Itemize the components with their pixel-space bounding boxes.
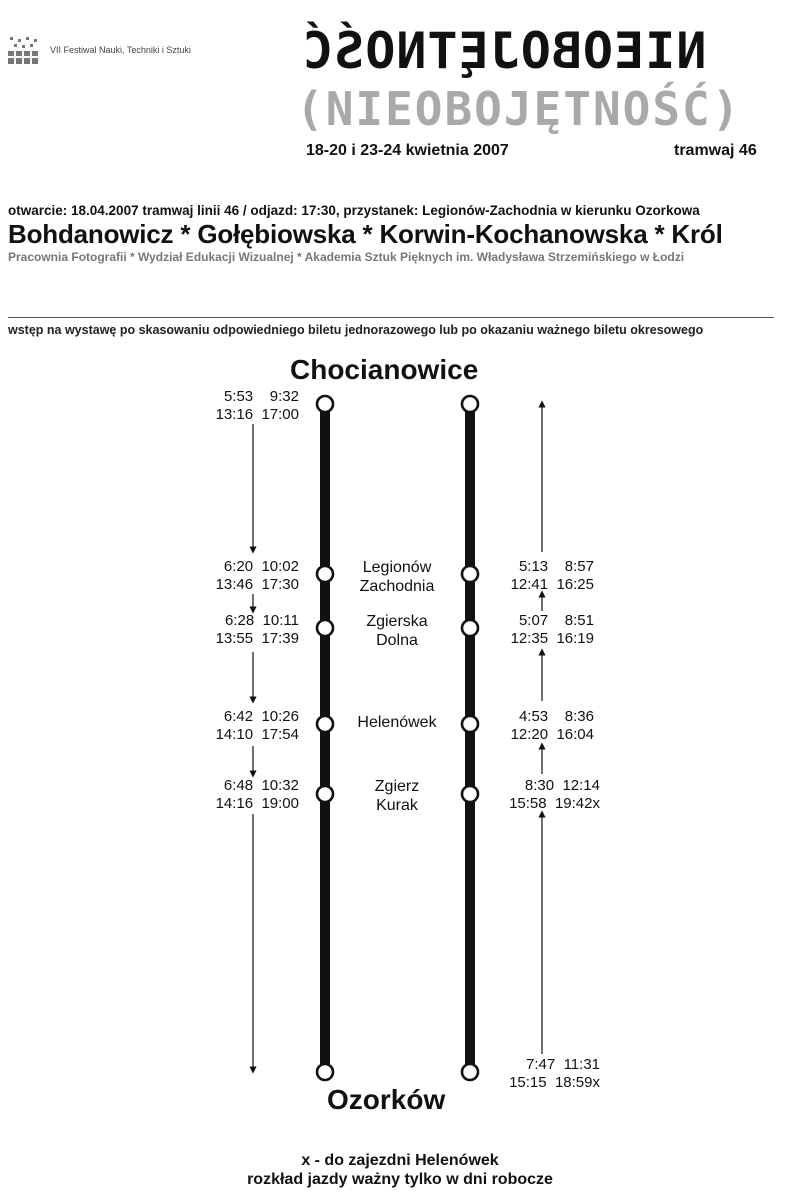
stop-zgierska-dolna [342,612,452,650]
tram-line: tramwaj 46 [674,142,757,159]
inbound-times-helenowek [511,708,594,744]
station-end-outbound [317,1064,333,1080]
artists-list: Bohdanowicz * Gołębiowska * Korwin-Kochanowska * Król [8,219,723,249]
stop-name-line: Zgierska [366,613,428,630]
stop-helenowek [342,713,452,732]
time-row: 15:58 19:42x [509,795,600,812]
time-row: 14:16 19:00 [215,795,299,812]
stop-name-line: Legionów [362,559,432,576]
time-row: 5:07 8:51 [518,612,594,629]
outbound-times-helenowek [216,708,299,744]
stop-name-line: Kurak [376,797,418,814]
inbound-track [465,404,475,1072]
time-row: 13:55 17:39 [215,630,299,647]
outbound-track [320,404,330,1072]
time-row: 13:16 17:00 [215,406,299,423]
entry-note: wstęp na wystawę po skasowaniu odpowiedniego biletu jednorazowego lub po okazaniu ważnego biletu okresowego [8,323,704,337]
outbound-times-legionow [216,558,299,594]
inbound-times-legionow [511,558,594,594]
time-row: 6:48 10:32 [223,777,299,794]
terminal-start: Chocianowice [290,354,479,385]
time-row: 14:10 17:54 [215,726,299,743]
time-row: 8:30 12:14 [524,777,600,794]
station-inbound [462,716,478,732]
station-inbound [462,620,478,636]
station-outbound [317,786,333,802]
end-departures [509,1056,600,1092]
festival-name: VII Festiwal Nauki, Techniki i Sztuki [50,45,191,55]
time-row: 6:42 10:26 [223,708,299,725]
time-row: 13:46 17:30 [215,576,299,593]
station-outbound [317,716,333,732]
time-row: 12:41 16:25 [510,576,594,593]
station-outbound [317,566,333,582]
terminal-end: Ozorków [327,1084,446,1115]
start-departures [216,388,299,424]
opening-info: otwarcie: 18.04.2007 tramwaj linii 46 / odjazd: 17:30, przystanek: Legionów-Zachodnia w kierunku Ozorkowa [8,203,700,218]
time-row: 12:35 16:19 [510,630,594,647]
footer-note: x - do zajezdni Helenówek [301,1152,499,1169]
station-outbound [317,620,333,636]
time-row: 7:47 11:31 [526,1056,600,1073]
time-row: 6:20 10:02 [223,558,299,575]
title-mirrored: NIEOBOJĘTNOŚĆ [302,22,707,80]
stop-zgierz-kurak [342,777,452,815]
station-inbound [462,786,478,802]
time-row: 5:13 8:57 [518,558,594,575]
time-row: 5:53 9:32 [223,388,299,405]
inbound-times-zgierska [511,612,594,648]
institution-line: Pracownia Fotografii * Wydział Edukacji Wizualnej * Akademia Sztuk Pięknych im. Władysława Strzemińskiego w Łodzi [8,250,685,264]
time-row: 4:53 8:36 [518,708,594,725]
outbound-times-kurak [216,777,299,813]
inbound-times-kurak [509,777,600,813]
station-end-inbound [462,1064,478,1080]
stop-name-line: Dolna [376,632,418,649]
time-row: 12:20 16:04 [510,726,594,743]
time-row: 6:28 10:11 [225,612,299,629]
footer-validity: rozkład jazdy ważny tylko w dni robocze [247,1171,553,1188]
stop-name-line: Zgierz [374,778,420,795]
stop-name-line: Helenówek [357,714,437,731]
outbound-times-zgierska [216,612,299,648]
time-row: 15:15 18:59x [509,1074,600,1091]
station-start-inbound [462,396,478,412]
stop-name-line: Zachodnia [359,578,435,595]
stop-legionow-zachodnia [342,558,452,596]
title-main: (NIEOBOJĘTNOŚĆ) [296,82,742,136]
station-inbound [462,566,478,582]
exhibition-dates: 18-20 i 23-24 kwietnia 2007 [306,142,509,159]
station-start-outbound [317,396,333,412]
